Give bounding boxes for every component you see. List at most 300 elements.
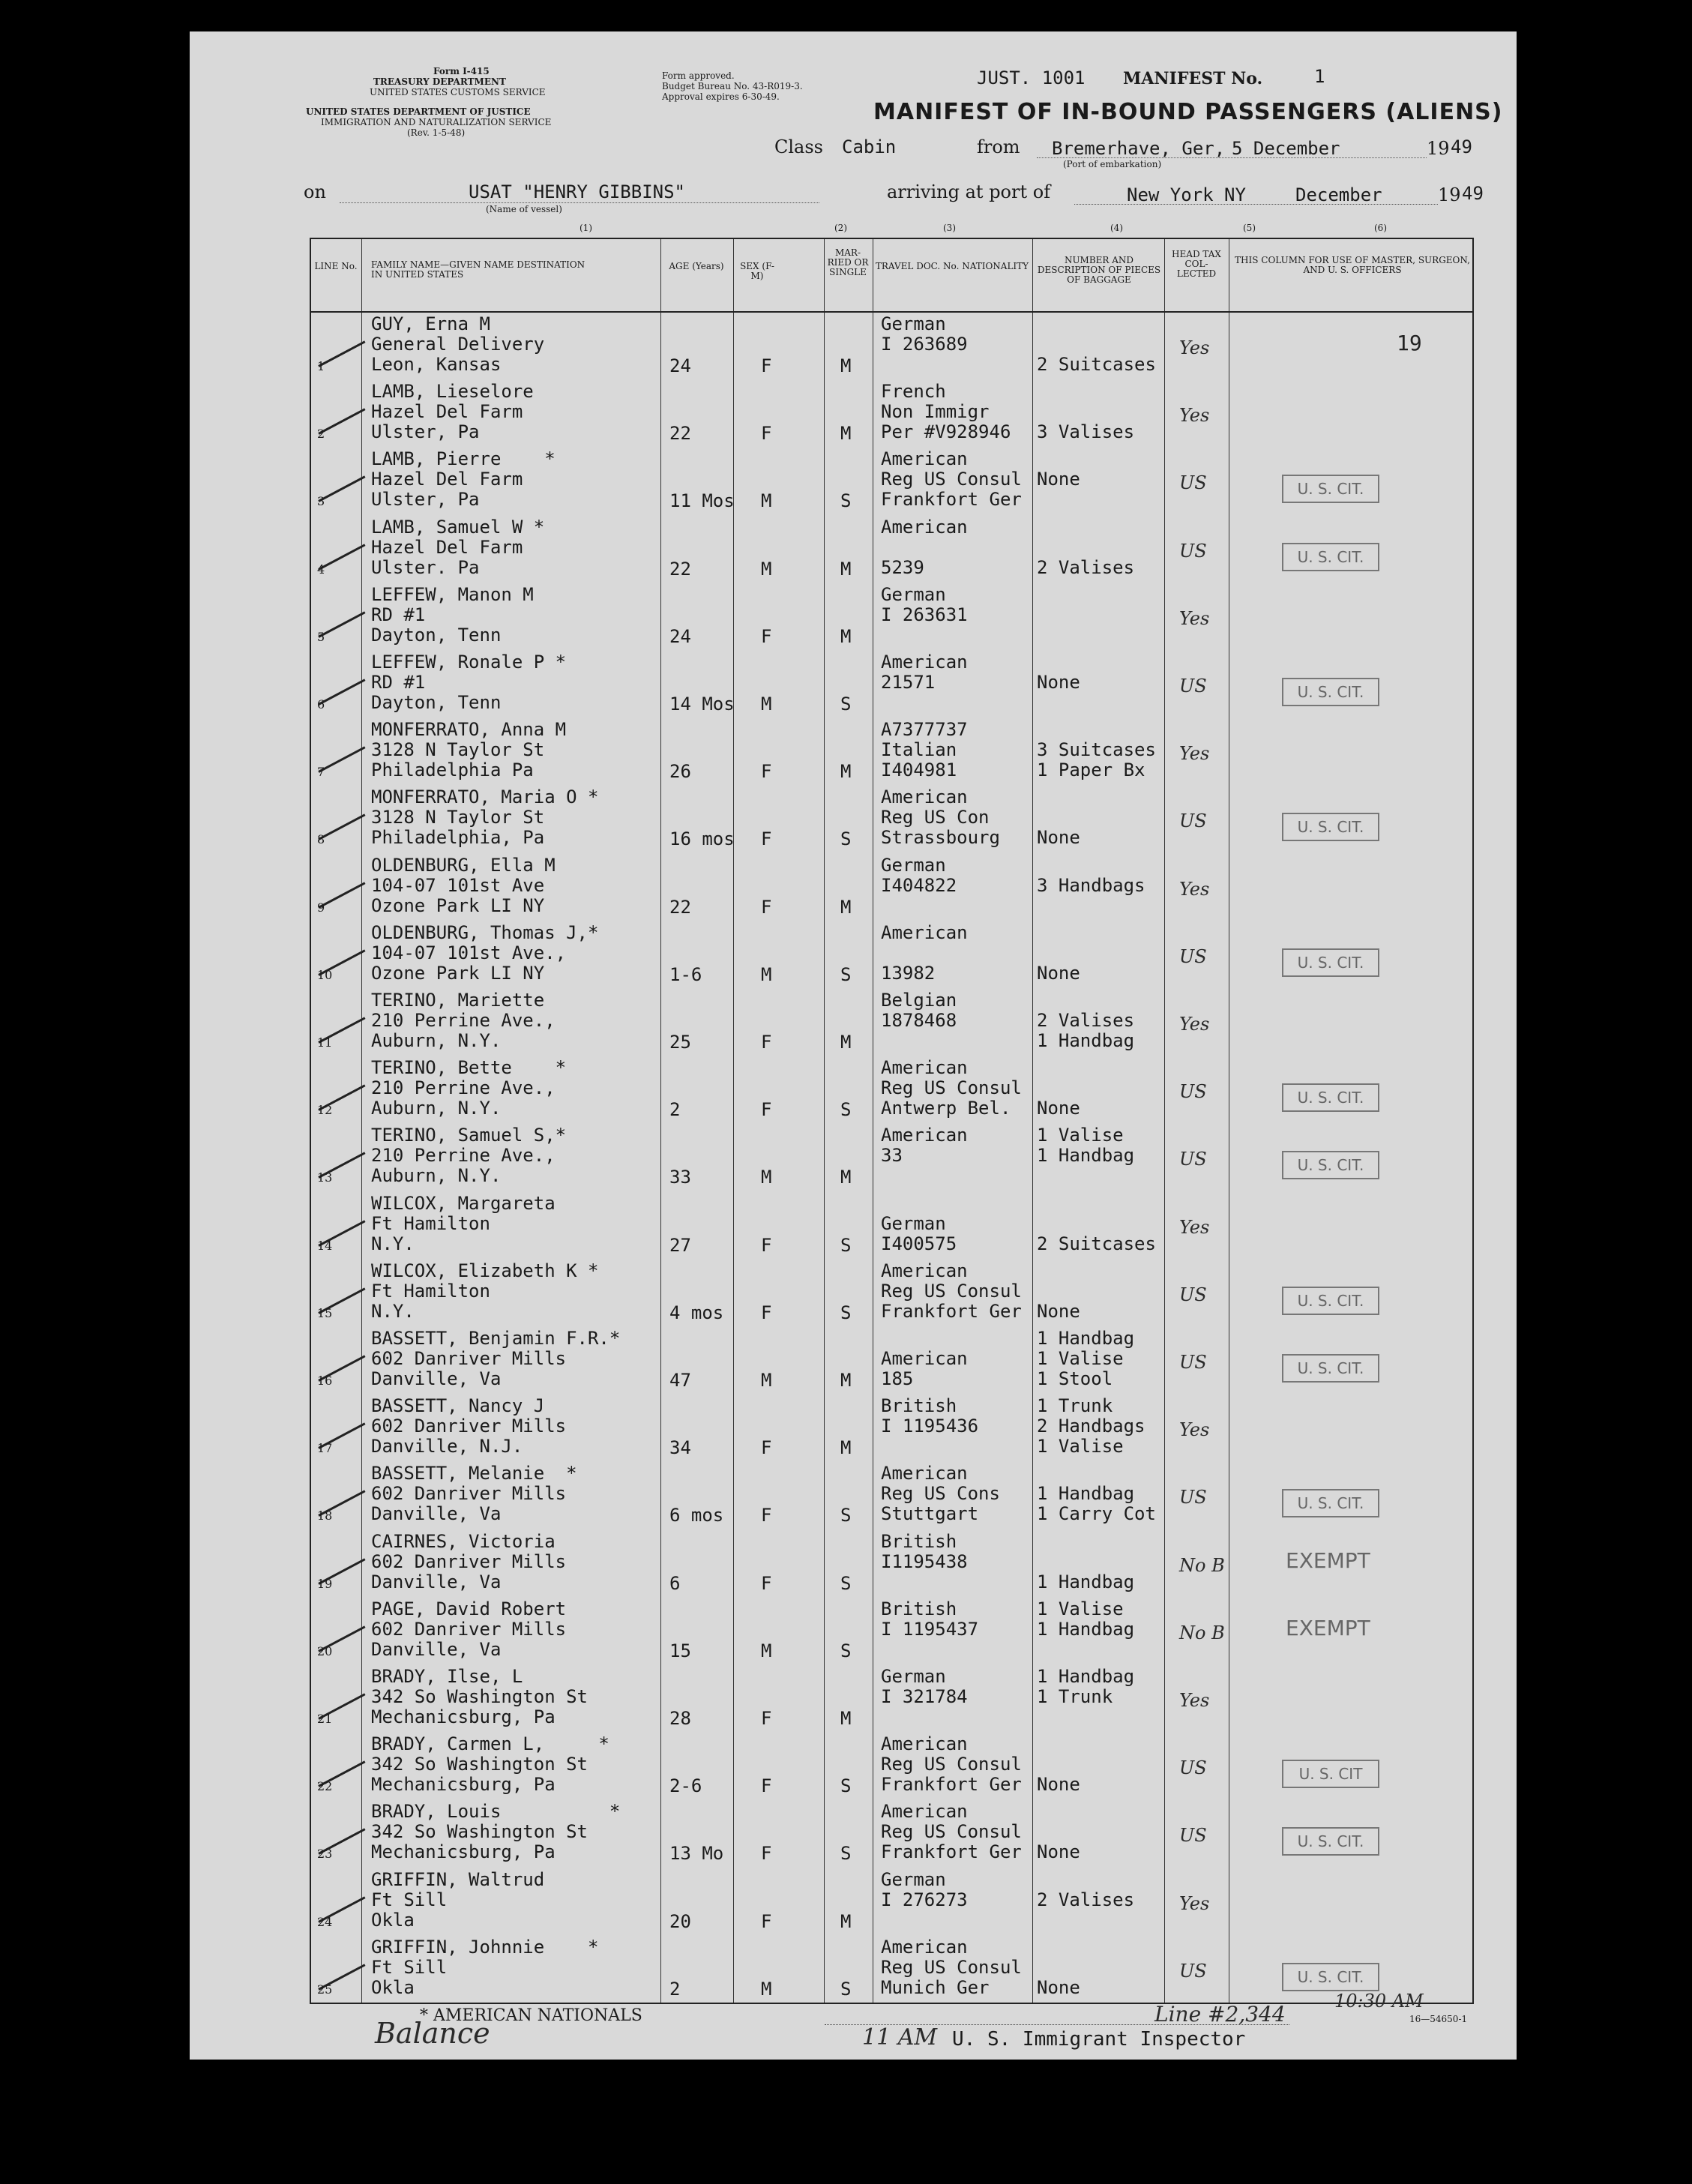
sex: F: [761, 828, 772, 850]
travel-doc-nationality: American 33: [881, 1125, 968, 1167]
sex: F: [761, 896, 772, 918]
marital-status: S: [840, 828, 852, 850]
travel-doc-nationality: German I 321784: [881, 1666, 968, 1707]
age: 24: [669, 625, 691, 647]
col-num-3: (3): [943, 223, 956, 233]
baggage: 2 Valises: [1037, 556, 1135, 578]
baggage: None: [1037, 1098, 1080, 1119]
check-mark: [318, 611, 365, 638]
passenger-name-destination: LAMB, Pierre * Hazel Del Farm Ulster, Pa: [371, 448, 556, 511]
passenger-name-destination: OLDENBURG, Thomas J,* 104-07 101st Ave., Ozone Park LI NY: [371, 921, 599, 984]
year-prefix: 19: [1427, 138, 1450, 159]
marital-status: S: [840, 1099, 852, 1121]
us-citizen-stamp: U. S. CIT.: [1282, 543, 1379, 571]
travel-doc-nationality: American Reg US Con Strassbourg: [881, 786, 1000, 849]
age: 47: [669, 1370, 691, 1391]
marital-status: S: [840, 1505, 852, 1526]
page-title: MANIFEST OF IN-BOUND PASSENGERS (ALIENS): [873, 99, 1503, 125]
table-row: [311, 1936, 1472, 2002]
header-line-no: LINE No.: [314, 261, 358, 271]
line-number: 14: [317, 1238, 333, 1253]
marital-status: M: [840, 896, 852, 918]
head-tax-collected: US: [1179, 1081, 1207, 1103]
line-number: 3: [317, 494, 325, 509]
vessel-underline: [340, 202, 819, 203]
sex: F: [761, 1708, 772, 1729]
age: 24: [669, 355, 691, 376]
head-tax-collected: US: [1179, 1284, 1207, 1305]
header-officers: THIS COLUMN FOR USE OF MASTER, SURGEON, AND U. S. OFFICERS: [1235, 255, 1470, 275]
line-number: 24: [317, 1914, 333, 1929]
table-row: [311, 1056, 1472, 1122]
travel-doc-nationality: American 13982: [881, 921, 968, 984]
handwritten-balance: Balance: [375, 2017, 490, 2050]
marital-status: M: [840, 355, 852, 376]
sex: F: [761, 1437, 772, 1459]
head-tax-collected: US: [1179, 1757, 1207, 1779]
passenger-name-destination: GRIFFIN, Waltrud Ft Sill Okla: [371, 1868, 545, 1931]
travel-doc-nationality: Belgian 1878468: [881, 990, 957, 1031]
age: 11 Mos: [669, 490, 735, 512]
head-tax-collected: Yes: [1179, 1216, 1210, 1238]
manifest-number: 1: [1314, 66, 1325, 87]
head-tax-collected: Yes: [1179, 1892, 1210, 1914]
table-row: [311, 854, 1472, 920]
line-number: 1: [317, 359, 325, 373]
table-row: [311, 651, 1472, 717]
class-label: Class: [774, 136, 823, 157]
marital-status: M: [840, 1032, 852, 1053]
travel-doc-nationality: American Reg US Consul Frankfort Ger: [881, 1801, 1022, 1863]
travel-doc-nationality: American Reg US Consul Antwerp Bel.: [881, 1057, 1022, 1119]
manifest-label: MANIFEST No.: [1123, 69, 1263, 88]
head-tax-collected: Yes: [1179, 1014, 1210, 1035]
us-citizen-stamp: U. S. CIT.: [1282, 1489, 1379, 1517]
baggage: 1 Trunk 2 Handbags 1 Valise: [1037, 1395, 1145, 1457]
passenger-name-destination: WILCOX, Margareta Ft Hamilton N.Y.: [371, 1192, 556, 1254]
col-num-2: (2): [834, 223, 847, 233]
sex: F: [761, 1505, 772, 1526]
head-tax-collected: Yes: [1179, 337, 1210, 358]
line-number: 21: [317, 1712, 333, 1726]
marital-status: S: [840, 1302, 852, 1323]
line-number: 12: [317, 1103, 333, 1118]
table-row: [311, 516, 1472, 582]
header-married: MAR-RIED OR SINGLE: [827, 247, 869, 277]
sex: F: [761, 355, 772, 376]
age: 1-6: [669, 963, 702, 985]
sex: M: [761, 558, 772, 580]
baggage: None: [1037, 672, 1080, 693]
head-tax-collected: US: [1179, 1825, 1207, 1847]
marital-status: M: [840, 1167, 852, 1188]
marital-status: S: [840, 694, 852, 715]
table-row: [311, 1665, 1472, 1731]
travel-doc-nationality: French Non Immigr Per #V928946: [881, 381, 1011, 443]
us-citizen-stamp: U. S. CIT.: [1282, 1827, 1379, 1856]
passenger-name-destination: LAMB, Lieselore Hazel Del Farm Ulster, Pa: [371, 381, 534, 443]
passenger-name-destination: BRADY, Carmen L, * 342 So Washington St Mechanicsburg, Pa: [371, 1733, 609, 1796]
passenger-name-destination: MONFERRATO, Anna M 3128 N Taylor St Philadelphia Pa: [371, 719, 567, 781]
table-row: [311, 1733, 1472, 1799]
head-tax-collected: US: [1179, 810, 1207, 832]
line-number: 17: [317, 1441, 333, 1456]
baggage: None: [1037, 1976, 1080, 1998]
sex: M: [761, 490, 772, 512]
age: 2-6: [669, 1775, 702, 1797]
passenger-name-destination: BASSETT, Benjamin F.R.* 602 Danriver Mills Danville, Va: [371, 1328, 621, 1389]
on-label: on: [304, 181, 326, 202]
head-tax-collected: Yes: [1179, 743, 1210, 765]
approval-expiry: Approval expires 6-30-49.: [662, 91, 780, 102]
age: 25: [669, 1032, 691, 1053]
table-row: [311, 1462, 1472, 1528]
passenger-name-destination: BRADY, Ilse, L 342 So Washington St Mechanicsburg, Pa: [371, 1666, 588, 1727]
sex: F: [761, 761, 772, 783]
sex: F: [761, 1572, 772, 1594]
embarkation-note: (Port of embarkation): [1063, 159, 1162, 169]
check-mark: [318, 340, 365, 367]
marital-status: M: [840, 625, 852, 647]
form-approved: Form approved.: [662, 70, 735, 81]
vessel-name: USAT "HENRY GIBBINS": [469, 181, 685, 202]
age: 20: [669, 1910, 691, 1932]
line-number: 8: [317, 832, 325, 847]
exempt-stamp: EXEMPT: [1286, 1547, 1370, 1573]
line-number: 16: [317, 1374, 333, 1388]
sex: M: [761, 1640, 772, 1661]
travel-doc-nationality: American 5239: [881, 516, 968, 578]
us-citizen-stamp: U. S. CIT.: [1282, 948, 1379, 977]
officer-note: 19: [1397, 331, 1422, 355]
sex: M: [761, 963, 772, 985]
form-number: Form I-415: [433, 66, 490, 76]
arriving-date: December: [1295, 184, 1382, 205]
table-row: [311, 1530, 1472, 1596]
head-tax-collected: No B: [1179, 1622, 1225, 1643]
check-mark: [318, 679, 365, 706]
travel-doc-nationality: American Reg US Consul Frankfort Ger: [881, 448, 1022, 511]
marital-status: M: [840, 1910, 852, 1932]
travel-doc-nationality: American Reg US Consul Frankfort Ger: [881, 1260, 1022, 1322]
travel-doc-nationality: German I400575: [881, 1212, 957, 1254]
marital-status: M: [840, 761, 852, 783]
head-tax-collected: Yes: [1179, 1419, 1210, 1441]
passenger-name-destination: OLDENBURG, Ella M 104-07 101st Ave Ozone Park LI NY: [371, 854, 556, 916]
travel-doc-nationality: British I1195438: [881, 1530, 968, 1572]
marital-status: M: [840, 1370, 852, 1391]
arriving-year: 49: [1462, 183, 1484, 204]
age: 22: [669, 896, 691, 918]
table-row: [311, 1192, 1472, 1258]
sex: F: [761, 1099, 772, 1121]
sex: M: [761, 1978, 772, 2000]
form-code: 16—54650-1: [1409, 2014, 1468, 2024]
table-row: [311, 1395, 1472, 1460]
line-number: 2: [317, 427, 325, 442]
header-baggage: NUMBER AND DESCRIPTION OF PIECES OF BAGGAGE: [1037, 255, 1161, 285]
head-tax-collected: US: [1179, 1352, 1207, 1373]
line-number: 4: [317, 562, 325, 577]
form-revision: (Rev. 1-5-48): [407, 127, 466, 138]
header-name: FAMILY NAME—GIVEN NAME DESTINATION IN UNITED STATES: [371, 259, 585, 280]
from-label: from: [977, 136, 1020, 157]
travel-doc-nationality: A7377737 Italian I404981: [881, 719, 968, 781]
dept-justice: UNITED STATES DEPARTMENT OF JUSTICE: [306, 106, 531, 117]
baggage: 1 Valise 1 Handbag: [1037, 1125, 1135, 1167]
travel-doc-nationality: British I 1195436: [881, 1395, 979, 1437]
table-row: [311, 1598, 1472, 1664]
table-row: [311, 313, 1472, 379]
us-citizen-stamp: U. S. CIT.: [1282, 1287, 1379, 1315]
travel-doc-nationality: American 21571: [881, 652, 968, 693]
head-tax-collected: US: [1179, 1149, 1207, 1170]
sex: F: [761, 1032, 772, 1053]
travel-doc-nationality: American 185: [881, 1348, 968, 1389]
passenger-name-destination: MONFERRATO, Maria O * 3128 N Taylor St Philadelphia, Pa: [371, 786, 599, 849]
check-mark: [318, 747, 365, 774]
sex: F: [761, 1302, 772, 1323]
handwritten-time: 11 AM: [862, 2024, 938, 2051]
baggage: 3 Handbags: [1037, 874, 1145, 896]
line-number: 15: [317, 1305, 333, 1320]
age: 4 mos: [669, 1302, 724, 1323]
header-travel-doc: TRAVEL DOC. No. NATIONALITY: [875, 261, 1029, 271]
travel-doc-nationality: German I 276273: [881, 1868, 968, 1910]
head-tax-collected: Yes: [1179, 878, 1210, 900]
age: 6 mos: [669, 1505, 724, 1526]
check-mark: [318, 409, 365, 436]
marital-status: M: [840, 1708, 852, 1729]
check-mark: [318, 476, 365, 503]
head-tax-collected: US: [1179, 945, 1207, 967]
col-num-5: (5): [1243, 223, 1256, 233]
baggage: 1 Handbag 1 Carry Cot: [1037, 1483, 1156, 1525]
marital-status: M: [840, 558, 852, 580]
baggage: 3 Suitcases 1 Paper Bx: [1037, 739, 1156, 781]
baggage: None: [1037, 469, 1080, 490]
sex: F: [761, 423, 772, 445]
passenger-name-destination: CAIRNES, Victoria 602 Danriver Mills Danville, Va: [371, 1530, 567, 1592]
passenger-name-destination: GUY, Erna M General Delivery Leon, Kansas: [371, 313, 545, 375]
passenger-name-destination: BASSETT, Nancy J 602 Danriver Mills Danville, N.J.: [371, 1395, 567, 1457]
arriving-year-prefix: 19: [1438, 184, 1461, 205]
sex: F: [761, 1910, 772, 1932]
passenger-name-destination: WILCOX, Elizabeth K * Ft Hamilton N.Y.: [371, 1260, 599, 1322]
head-tax-collected: US: [1179, 540, 1207, 562]
us-citizen-stamp: U. S. CIT.: [1282, 1963, 1379, 1991]
age: 27: [669, 1234, 691, 1256]
passenger-name-destination: BASSETT, Melanie * 602 Danriver Mills Danville, Va: [371, 1463, 577, 1525]
from-underline: [1037, 157, 1427, 158]
line-number: 10: [317, 967, 333, 982]
us-citizen-stamp: U. S. CIT.: [1282, 1083, 1379, 1112]
line-number: 20: [317, 1643, 333, 1658]
us-citizen-stamp: U. S. CIT.: [1282, 1151, 1379, 1179]
header-sex: SEX (F-M): [740, 261, 774, 281]
dept-customs: UNITED STATES CUSTOMS SERVICE: [370, 87, 546, 97]
us-citizen-stamp: U. S. CIT: [1282, 1760, 1379, 1788]
age: 22: [669, 423, 691, 445]
arriving-port: New York NY: [1127, 184, 1246, 205]
passenger-name-destination: LEFFEW, Ronale P * RD #1 Dayton, Tenn: [371, 652, 567, 713]
head-tax-collected: US: [1179, 1960, 1207, 1982]
check-mark: [318, 882, 365, 909]
dept-treasury: TREASURY DEPARTMENT: [373, 76, 506, 87]
line-number: 7: [317, 765, 325, 780]
travel-doc-nationality: German I 263689: [881, 313, 968, 355]
travel-doc-nationality: American Reg US Consul Frankfort Ger: [881, 1733, 1022, 1796]
line-number: 9: [317, 900, 325, 915]
exempt-stamp: EXEMPT: [1286, 1615, 1370, 1640]
age: 15: [669, 1640, 691, 1661]
line-number: 25: [317, 1982, 333, 1997]
sex: F: [761, 1234, 772, 1256]
check-mark: [318, 814, 365, 841]
marital-status: S: [840, 1234, 852, 1256]
age: 6: [669, 1572, 681, 1594]
marital-status: M: [840, 1437, 852, 1459]
baggage: 2 Valises: [1037, 1889, 1135, 1910]
table-row: [311, 1124, 1472, 1190]
baggage: 2 Suitcases: [1037, 354, 1156, 375]
us-citizen-stamp: U. S. CIT.: [1282, 678, 1379, 706]
marital-status: S: [840, 1775, 852, 1797]
us-citizen-stamp: U. S. CIT.: [1282, 1354, 1379, 1383]
budget-bureau: Budget Bureau No. 43-R019-3.: [662, 81, 803, 91]
table-row: [311, 1800, 1472, 1866]
line-number: 23: [317, 1847, 333, 1862]
passenger-name-destination: LEFFEW, Manon M RD #1 Dayton, Tenn: [371, 583, 534, 646]
baggage: 1 Handbag: [1037, 1571, 1135, 1592]
head-tax-collected: Yes: [1179, 1690, 1210, 1711]
arriving-underline: [1074, 204, 1438, 205]
sex: F: [761, 1843, 772, 1865]
marital-status: S: [840, 490, 852, 512]
marital-status: S: [840, 1978, 852, 2000]
table-row: [311, 380, 1472, 446]
port-of-embarkation: Bremerhave, Ger,: [1052, 138, 1226, 159]
marital-status: S: [840, 963, 852, 985]
age: 34: [669, 1437, 691, 1459]
sex: M: [761, 694, 772, 715]
marital-status: M: [840, 423, 852, 445]
passenger-name-destination: LAMB, Samuel W * Hazel Del Farm Ulster. Pa: [371, 516, 545, 578]
table-row: [311, 718, 1472, 784]
table-row: [311, 786, 1472, 852]
passenger-name-destination: TERINO, Mariette 210 Perrine Ave., Auburn, N.Y.: [371, 990, 556, 1051]
passenger-table: [310, 238, 1474, 2004]
line-number: 5: [317, 629, 325, 644]
passenger-name-destination: TERINO, Bette * 210 Perrine Ave., Auburn, N.Y.: [371, 1057, 567, 1119]
table-row: [311, 448, 1472, 514]
baggage: None: [1037, 962, 1080, 984]
header-age: AGE (Years): [669, 261, 724, 271]
table-row: [311, 989, 1472, 1055]
age: 14 Mos: [669, 694, 735, 715]
table-row: [311, 1260, 1472, 1326]
sex: F: [761, 1775, 772, 1797]
age: 13 Mo: [669, 1843, 724, 1865]
passenger-name-destination: TERINO, Samuel S,* 210 Perrine Ave., Auburn, N.Y.: [371, 1125, 567, 1187]
line-number: 19: [317, 1576, 333, 1591]
marital-status: S: [840, 1640, 852, 1661]
age: 22: [669, 558, 691, 580]
baggage: 1 Handbag 1 Valise 1 Stool: [1037, 1328, 1135, 1389]
head-tax-collected: US: [1179, 1487, 1207, 1508]
head-tax-collected: Yes: [1179, 607, 1210, 629]
handwritten-line-number: Line #2,344: [1154, 2002, 1286, 2027]
col-num-6: (6): [1374, 223, 1387, 233]
line-number: 11: [317, 1035, 333, 1050]
line-number: 6: [317, 697, 325, 712]
baggage: 1 Handbag 1 Trunk: [1037, 1666, 1135, 1707]
table-row: [311, 921, 1472, 987]
baggage: 2 Suitcases: [1037, 1233, 1156, 1254]
us-citizen-stamp: U. S. CIT.: [1282, 813, 1379, 841]
passenger-name-destination: PAGE, David Robert 602 Danriver Mills Danville, Va: [371, 1598, 567, 1660]
table-row: [311, 1327, 1472, 1393]
head-tax-collected: US: [1179, 676, 1207, 697]
just-number: JUST. 1001: [977, 67, 1086, 88]
baggage: 1 Valise 1 Handbag: [1037, 1598, 1135, 1640]
year-value: 49: [1451, 136, 1472, 157]
col-num-1: (1): [579, 223, 592, 233]
us-citizen-stamp: U. S. CIT.: [1282, 475, 1379, 503]
col-num-4: (4): [1110, 223, 1123, 233]
travel-doc-nationality: American Reg US Cons Stuttgart: [881, 1463, 1000, 1525]
baggage: None: [1037, 1300, 1080, 1322]
table-row: [311, 1868, 1472, 1934]
head-tax-collected: Yes: [1179, 405, 1210, 427]
sex: M: [761, 1167, 772, 1188]
age: 33: [669, 1167, 691, 1188]
vessel-note: (Name of vessel): [486, 204, 562, 214]
baggage: None: [1037, 1841, 1080, 1863]
head-tax-collected: US: [1179, 472, 1207, 494]
travel-doc-nationality: American Reg US Consul Munich Ger: [881, 1936, 1022, 1998]
travel-doc-nationality: German I 263631: [881, 583, 968, 625]
passenger-name-destination: GRIFFIN, Johnnie * Ft Sill Okla: [371, 1936, 599, 1998]
line-number: 22: [317, 1779, 333, 1794]
american-nationals-note: * AMERICAN NATIONALS: [420, 2006, 642, 2025]
table-row: [311, 583, 1472, 649]
embarkation-date: 5 December: [1232, 138, 1340, 159]
baggage: 2 Valises 1 Handbag: [1037, 1010, 1135, 1051]
sex: M: [761, 1370, 772, 1391]
check-mark: [318, 544, 365, 571]
travel-doc-nationality: German I404822: [881, 854, 957, 896]
travel-doc-nationality: British I 1195437: [881, 1598, 979, 1640]
class-value: Cabin: [842, 136, 897, 157]
baggage: None: [1037, 1774, 1080, 1796]
line-number: 18: [317, 1508, 333, 1523]
inspector-label: U. S. Immigrant Inspector: [952, 2028, 1246, 2051]
baggage: None: [1037, 827, 1080, 849]
arriving-label: arriving at port of: [887, 181, 1051, 202]
marital-status: S: [840, 1572, 852, 1594]
passenger-name-destination: BRADY, Louis * 342 So Washington St Mechanicsburg, Pa: [371, 1801, 621, 1863]
age: 28: [669, 1708, 691, 1729]
head-tax-collected: No B: [1179, 1554, 1225, 1576]
line-number: 13: [317, 1170, 333, 1185]
marital-status: S: [840, 1843, 852, 1865]
dept-ins: IMMIGRATION AND NATURALIZATION SERVICE: [321, 117, 552, 127]
handwritten-clock: 10:30 AM: [1334, 1991, 1424, 2012]
baggage: 3 Valises: [1037, 421, 1135, 443]
age: 16 mos: [669, 828, 735, 850]
sex: F: [761, 625, 772, 647]
